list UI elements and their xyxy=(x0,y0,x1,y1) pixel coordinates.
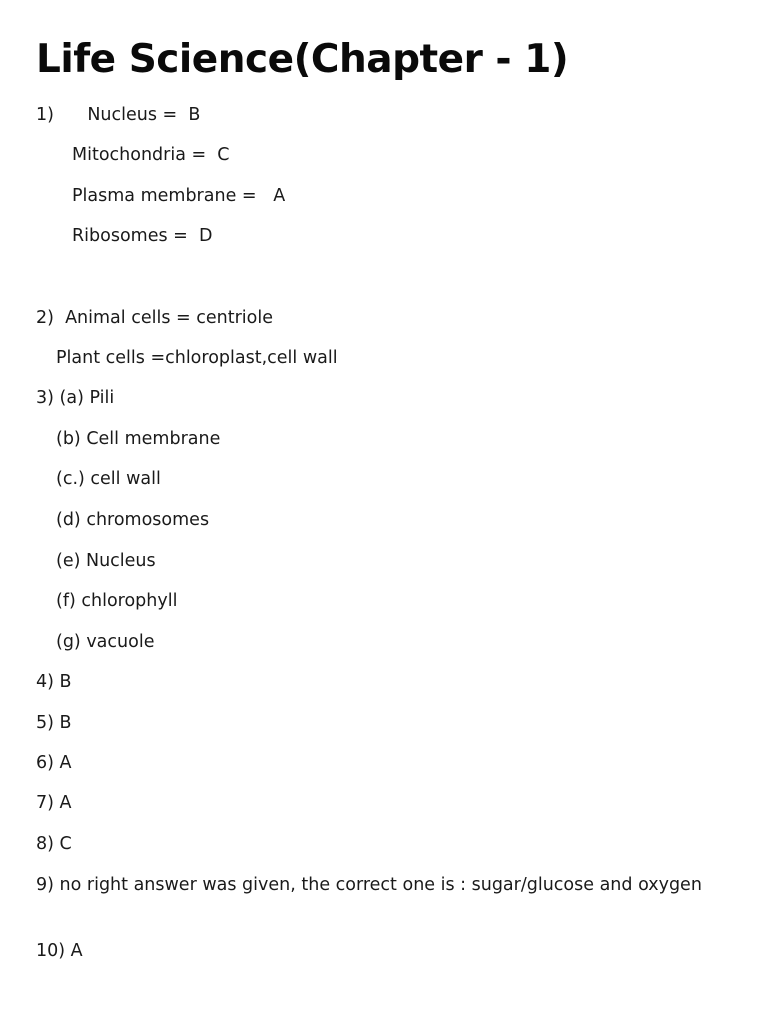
answer-3e: (e) Nucleus xyxy=(56,551,156,571)
answer-5: 5) B xyxy=(36,713,72,733)
answer-10: 10) A xyxy=(36,941,83,961)
answer-1-mitochondria: Mitochondria = C xyxy=(72,145,230,165)
answer-3c: (c.) cell wall xyxy=(56,469,161,489)
answer-3f: (f) chlorophyll xyxy=(56,591,178,611)
answer-8: 8) C xyxy=(36,834,72,854)
answer-6: 6) A xyxy=(36,753,72,773)
answer-4: 4) B xyxy=(36,672,72,692)
answer-2-plant-cells: Plant cells =chloroplast,cell wall xyxy=(56,348,338,368)
answer-7: 7) A xyxy=(36,793,72,813)
answer-3a: 3) (a) Pili xyxy=(36,388,115,408)
answer-3g: (g) vacuole xyxy=(56,632,155,652)
answer-3d: (d) chromosomes xyxy=(56,510,210,530)
answer-1-ribosomes: Ribosomes = D xyxy=(72,226,213,246)
answer-1-nucleus: 1) Nucleus = B xyxy=(36,105,201,125)
answer-1-plasma-membrane: Plasma membrane = A xyxy=(72,186,286,206)
answer-9: 9) no right answer was given, the correct one is : sugar/glucose and oxygen xyxy=(36,875,702,895)
answer-3b: (b) Cell membrane xyxy=(56,429,221,449)
page-title: Life Science(Chapter - 1) xyxy=(36,37,569,82)
answer-2-animal-cells: 2) Animal cells = centriole xyxy=(36,308,273,328)
